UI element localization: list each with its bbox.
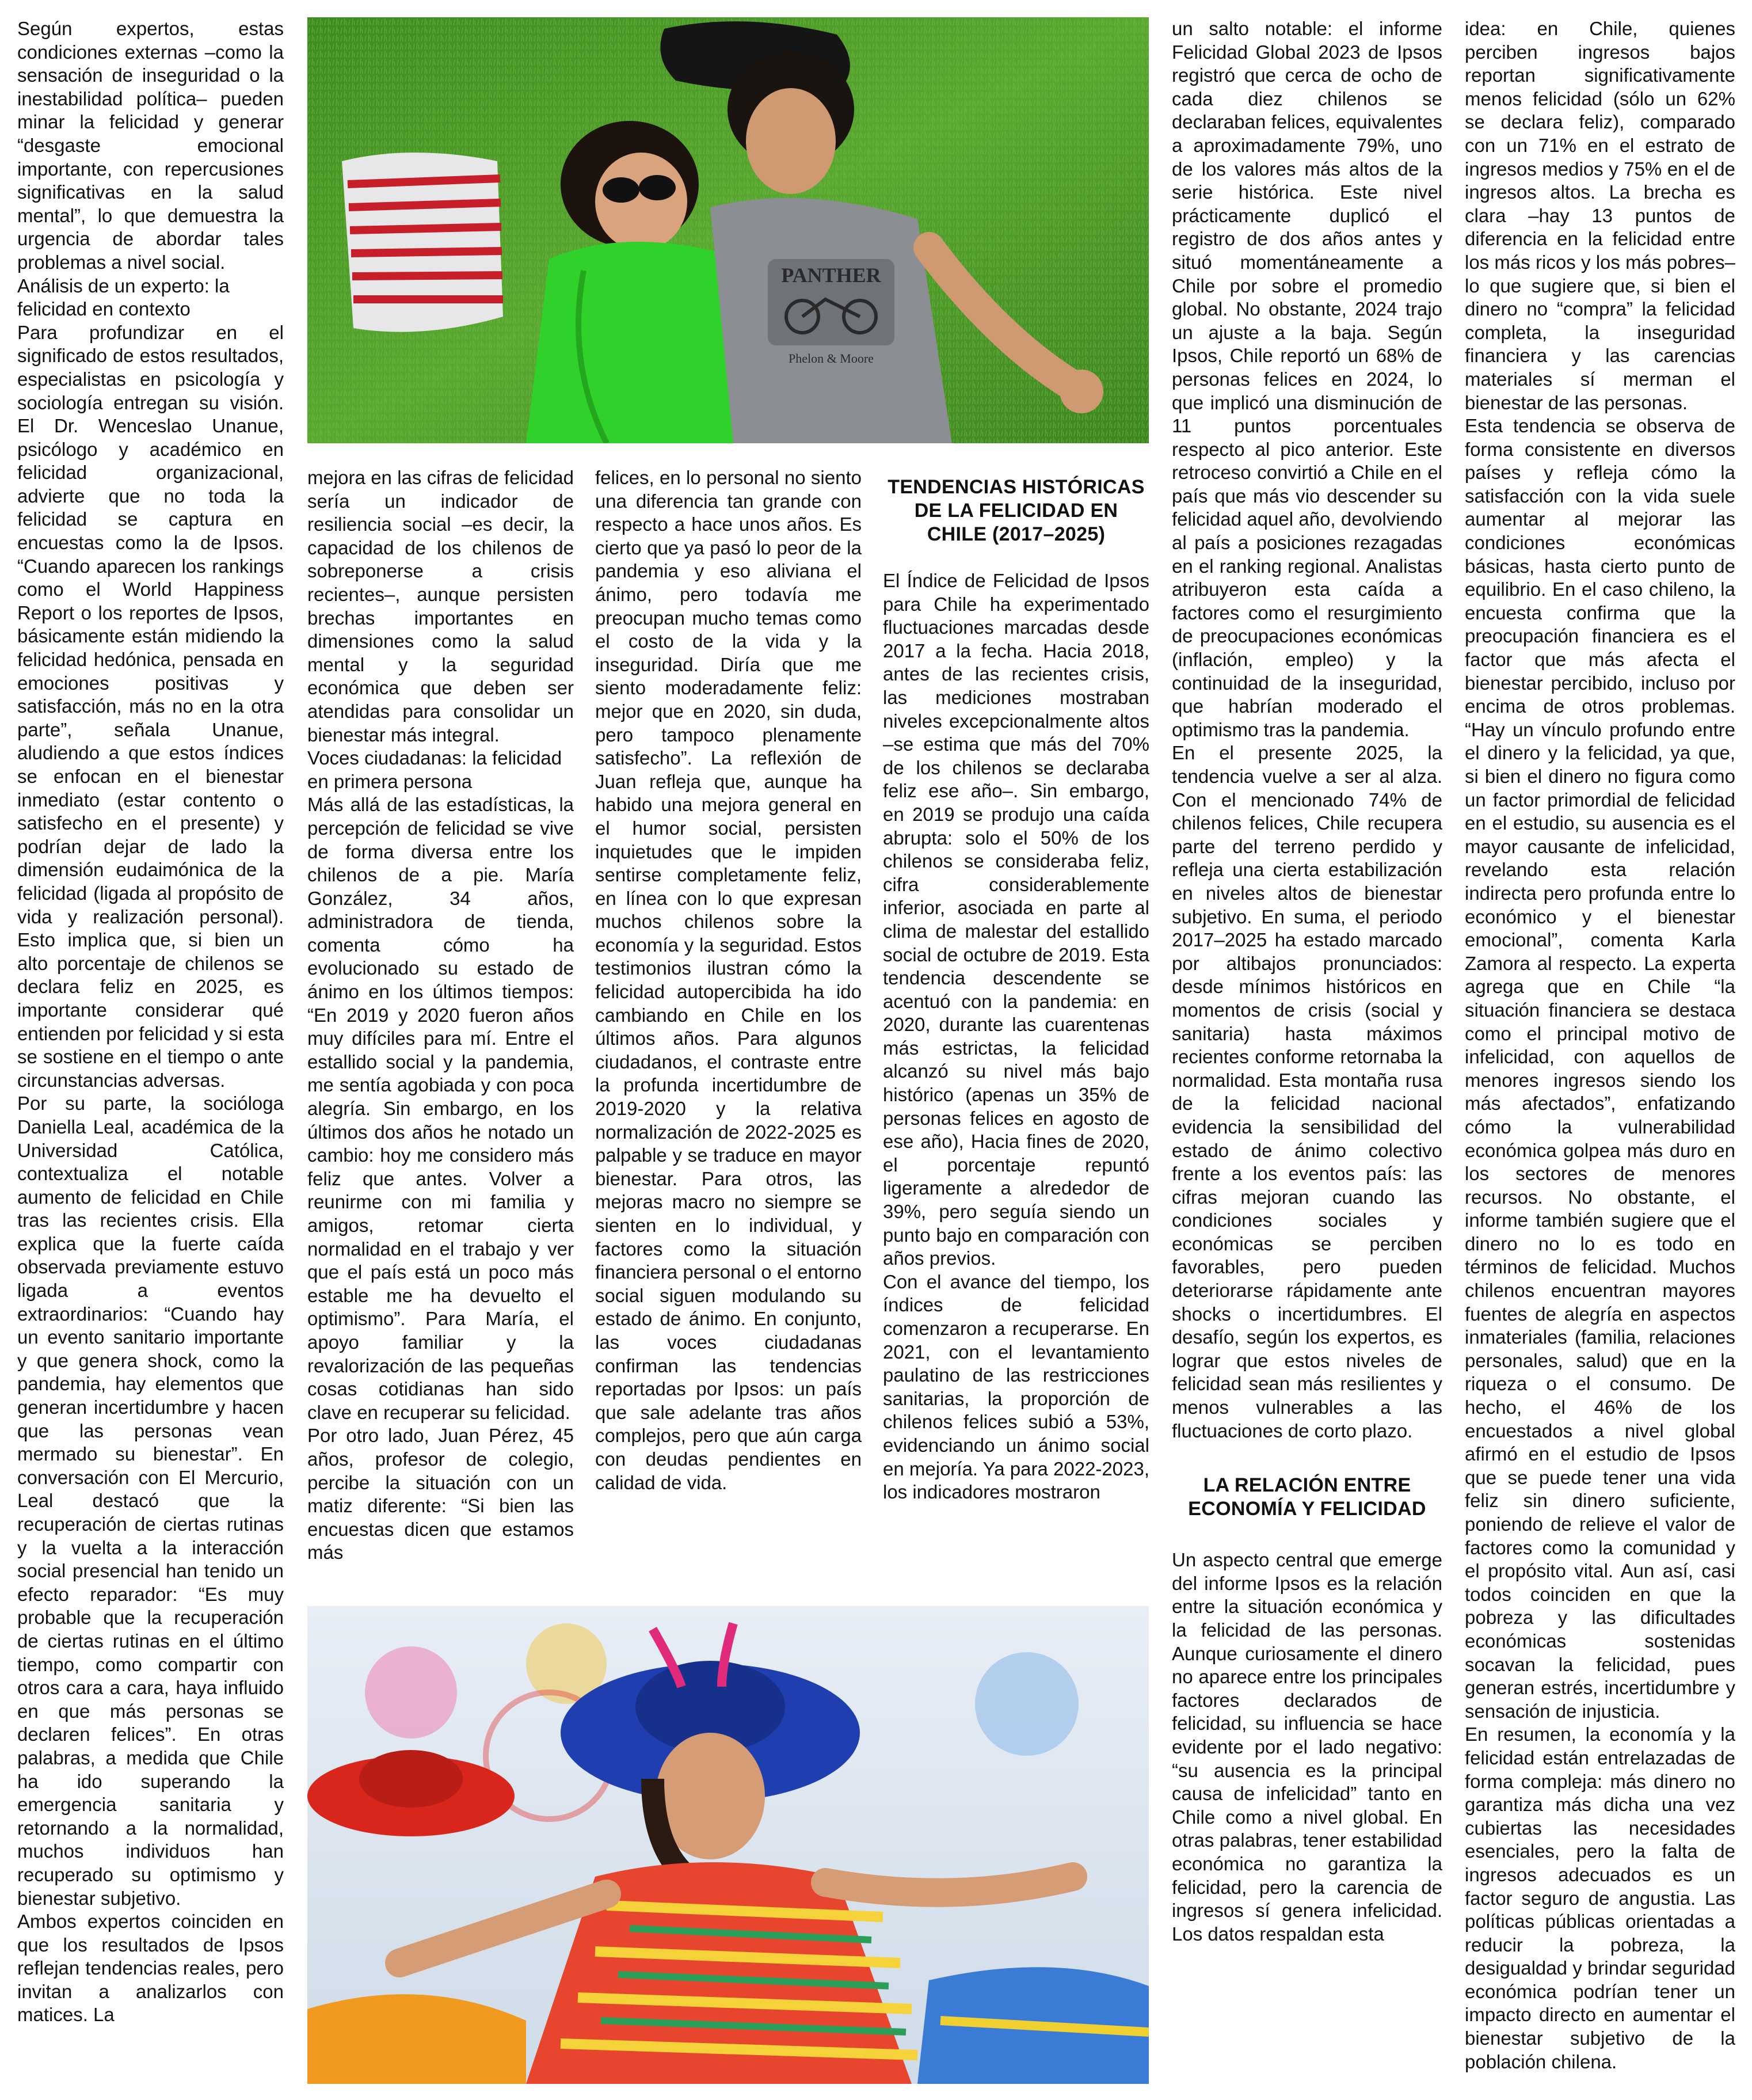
shirt-caption-text: Phelon & Moore xyxy=(789,351,874,366)
paragraph: Para profundizar en el significado de estos resultados, especialistas en psicología y sociología entregan su visión. El Dr. Wenceslao Unanue, psicólogo y académico en felicidad organizacional, advierte que no toda la felicidad se captura en encuestas como la de Ipsos. “Cuando aparecen los rankings como el World Happiness Report o los reportes de Ipsos, básicamente están midiendo la felicidad hedónica, pensada en emociones positivas y satisfacción, más no en la otra parte”, señala Unanue, aludiendo a que estos índices se enfocan en el bienestar inmediato (estar contento o satisfecho en el presente) y podrían dejar de lado la dimensión eudaimónica de la felicidad (ligada al propósito de vida y realización personal). Esto implica que, si bien un alto porcentaje de chilenos se declara feliz en 2025, es importante considerar qué entienden por felicidad y si esta se sostiene en el tiempo o ante circunstancias adversas. xyxy=(17,321,284,1091)
paragraph: Según expertos, estas condiciones externas –como la sensación de inseguridad o la inestabilidad política– pueden minar la felicidad y generar “desgaste emocional importante, con repercusiones significativas en la salud mental”, lo que demuestra la urgencia de abordar tales problemas a nivel social. xyxy=(17,18,284,273)
paragraph: El Índice de Felicidad de Ipsos para Chile ha experimentado fluctuaciones marcadas desde 2017 a la fecha. Hacia 2018, antes de las recientes crisis, las mediciones mostraban niveles excepcionalmente altos –se estima que más del 70% de los chilenos se declaraba feliz ese año–. Sin embargo, en 2019 se produjo una caída abrupta: solo el 50% de los chilenos se consideraba feliz, cifra considerablemente inferior, asociada en parte al clima de malestar del estallido social de octubre de 2019. Esta tendencia descendente se acentuó con la pandemia: en 2020, durante las cuarentenas más estrictas, la felicidad alcanzó su nivel más bajo histórico (apenas un 35% de personas felices en agosto de ese año), Hacia fines de 2020, el porcentaje repuntó ligeramente a alrededor de 39%, pero seguía siendo un punto bajo en comparación con años previos. xyxy=(883,570,1149,1269)
article-column-5 xyxy=(1172,17,1442,2087)
paragraph: felices, en lo personal no siento una diferencia tan grande con respecto a hace unos años. Es cierto que ya pasó lo peor de la pandemia y eso aliviana el ánimo, pero todavía me preocupan mucho temas como el costo de la vida y la inseguridad. Diría que me siento moderadamente feliz: mejor que en 2020, sin duda, pero tampoco plenamente satisfecho”. La reflexión de Juan refleja que, aunque ha habido una mejora general en el humor social, persisten inquietudes que le impiden sentirse completamente feliz, en línea con lo que expresan muchos chilenos sobre la economía y la seguridad. Estos testimonios ilustran cómo la felicidad autopercibida ha ido cambiando en Chile en los últimos años. Para algunos ciudadanos, el contraste entre la profunda incertidumbre de 2019-2020 y la relativa normalización de 2022-2025 es palpable y se traduce en mayor bienestar. Para otros, las mejoras macro no siempre se sienten en lo individual, y factores como la situación financiera personal o el entorno social siguen modulando su estado de ánimo. En conjunto, las voces ciudadanas confirman las tendencias reportadas por Ipsos: un país que sale adelante tras años complejos, pero que aún carga con deudas pendientes en calidad de vida. xyxy=(595,467,862,1493)
paragraph: mejora en las cifras de felicidad sería un indicador de resiliencia social –es decir, la capacidad de los chilenos de sobreponerse a crisis recientes–, aunque persisten brechas importantes en dimensiones como la salud mental y la seguridad económica que deben ser atendidas para consolidar un bienestar más integral. xyxy=(307,467,574,745)
article-column-3 xyxy=(595,466,862,1595)
paragraph: Un aspecto central que emerge del informe Ipsos es la relación entre la situación económica y la felicidad de las personas. Aunque curiosamente el dinero no aparece entre los principales factores declarados de felicidad, su influencia se hace evidente por el lado negativo: “su ausencia es la principal causa de infelicidad” tanto en Chile como a nivel global. En otras palabras, tener estabilidad económica no garantiza la felicidad, pero la carencia de ingresos sí genera infelicidad. Los datos respaldan esta xyxy=(1172,1549,1442,1945)
paragraph: Por su parte, la socióloga Daniella Leal, académica de la Universidad Católica, contextualiza el notable aumento de felicidad en Chile tras las recientes crisis. Ella explica que la fuerte caída observada previamente estuvo ligada a eventos extraordinarios: “Cuando hay un evento sanitario importante y que genera shock, como la pandemia, hay elementos que generan incertidumbre y hacen que las personas vean mermado su bienestar”. En conversación con El Mercurio, Leal destacó que la recuperación de ciertas rutinas y la vuelta a la interacción social presencial han tenido un efecto reparador: “Es muy probable que la recuperación de ciertas rutinas en el último tiempo, como compartir con otros cara a cara, haya influido en que más personas se declaren felices”. En otras palabras, a medida que Chile ha ido superando la emergencia sanitaria y retornando a la normalidad, muchos individuos han recuperado su optimismo y bienestar subjetivo. xyxy=(17,1093,284,1909)
paragraph: Ambos expertos coinciden en que los resultados de Ipsos reflejan tendencias reales, pero invitan a analizarlos con matices. La xyxy=(17,1911,284,2026)
article-column-4 xyxy=(883,475,1149,1598)
article-column-6 xyxy=(1465,17,1735,2087)
section-heading: TENDENCIAS HISTÓRICAS DE LA FELICIDAD EN CHILE (2017–2025) xyxy=(888,476,1145,545)
paragraph: Más allá de las estadísticas, la percepción de felicidad se vive de forma diversa entre los chilenos de a pie. María González, 34 años, administradora de tienda, comenta cómo ha evolucionado su estado de ánimo en los últimos tiempos: “En 2019 y 2020 fueron años muy difíciles para mí. Entre el estallido social y la pandemia, me sentía agobiada y con poca alegría. Sin embargo, en los últimos dos años he notado un cambio: hoy me considero más feliz que antes. Volver a reunirme con mi familia y amigos, retomar cierta normalidad en el trabajo y ver que el país está un poco más estable me ha devuelto el optimismo”. Para María, el apoyo familiar y la revalorización de las pequeñas cosas cotidianas han sido clave en recuperar su felicidad. xyxy=(307,794,574,1423)
paragraph: Por otro lado, Juan Pérez, 45 años, profesor de colegio, percibe la situación con un matiz diferente: “Si bien las encuestas dicen que estamos más xyxy=(307,1425,574,1563)
paragraph: Con el avance del tiempo, los índices de felicidad comenzaron a recuperarse. En 2021, con el levantamiento paulatino de las restricciones sanitarias, la proporción de chilenos felices subió a 53%, evidenciando un ánimo social en mejoría. Ya para 2022-2023, los indicadores mostraron xyxy=(883,1270,1149,1503)
article-column-1 xyxy=(17,17,284,2087)
paragraph: un salto notable: el informe Felicidad Global 2023 de Ipsos registró que cerca de ocho de cada diez chilenos se declaraban felices, equivalentes a aproximadamente 79%, uno de los valores más altos de la serie histórica. Este nivel prácticamente duplicó el registro de dos años antes y situó momentáneamente a Chile por sobre el promedio global. No obstante, 2024 trajo un ajuste a la baja. Según Ipsos, Chile reportó un 68% de personas felices en 2024, lo que implicó una disminución de 11 puntos porcentuales respecto al pico anterior. Este retroceso convirtió a Chile en el país que más vio descender su felicidad aquel año, devolviendo al país a posiciones rezagadas en el ranking regional. Analistas atribuyeron esta caída a factores como el resurgimiento de preocupaciones económicas (inflación, empleo) y la continuidad de la inseguridad, que habrían moderado el optimismo tras la pandemia. xyxy=(1172,18,1442,740)
paragraph: Esta tendencia se observa de forma consistente en diversos países y refleja cómo la satisfacción con la vida suele aumentar al mejorar las condiciones económicas básicas, hasta cierto punto de equilibrio. En el caso chileno, la encuesta confirma que la preocupación financiera es el factor que más afecta el bienestar percibido, incluso por encima de otros problemas. “Hay un vínculo profundo entre el dinero y la felicidad, ya que, si bien el dinero no figura como un factor primordial de felicidad en el estudio, su ausencia es el mayor causante de infelicidad, revelando esta relación indirecta pero profunda entre lo económico y el bienestar emocional”, comenta Karla Zamora al respecto. La experta agrega que en Chile “la situación financiera se destaca como el principal motivo de infelicidad, con aquellos de menores ingresos siendo los más afectados”, enfatizando cómo la vulnerabilidad económica golpea más duro en los sectores de menores recursos. No obstante, el informe también sugiere que el dinero no lo es todo en términos de felicidad. Muchos chilenos encuentran mayores fuentes de alegría en aspectos inmateriales (familia, relaciones personales, salud) que en la riqueza o el consumo. De hecho, el 46% de los encuestados a nivel global afirmó en el estudio de Ipsos que se puede tener una vida feliz sin dinero suficiente, poniendo de relieve el valor de factores como la comunidad y el propósito vital. Aun así, casi todos coinciden en que la pobreza y las dificultades económicas sostenidas socavan la felicidad, pues generan estrés, incertidumbre y sensación de injusticia. xyxy=(1465,415,1735,1722)
photo-folk-dancers xyxy=(307,1606,1149,2084)
paragraph: En resumen, la economía y la felicidad están entrelazadas de forma compleja: más dinero no garantiza más dicha una vez cubiertas las necesidades esenciales, pero la falta de ingresos adecuados es un factor seguro de angustia. Las políticas públicas orientadas a reducir la pobreza, la desigualdad y brindar seguridad económica podrían tener un impacto directo en aumentar el bienestar subjetivo de la población chilena. xyxy=(1465,1724,1735,2072)
shirt-print-text: PANTHER xyxy=(781,264,881,287)
subheading: Análisis de un experto: la felicidad en contexto xyxy=(17,275,230,320)
paragraph: En el presente 2025, la tendencia vuelve a ser al alza. Con el mencionado 74% de chilenos felices, Chile recupera parte del terreno perdido y refleja una cierta estabilización en niveles altos de bienestar subjetivo. En suma, el periodo 2017–2025 ha estado marcado por altibajos pronunciados: desde mínimos históricos en momentos de crisis (social y sanitaria) hasta máximos recientes conforme retornaba la normalidad. Esta montaña rusa de la felicidad nacional evidencia la sensibilidad del estado de ánimo colectivo frente a los eventos país: las cifras mejoran cuando las condiciones sociales y económicas se perciben favorables, pero pueden deteriorarse rápidamente ante shocks o incertidumbres. El desafío, según los expertos, es lograr que estos niveles de felicidad sean más resilientes y menos vulnerables a las fluctuaciones de corto plazo. xyxy=(1172,742,1442,1441)
subheading: Voces ciudadanas: la felicidad en primera persona xyxy=(307,747,562,792)
section-heading: LA RELACIÓN ENTRE ECONOMÍA Y FELICIDAD xyxy=(1188,1474,1426,1520)
photo-couple-on-grass xyxy=(307,17,1149,443)
article-column-2 xyxy=(307,466,574,1595)
paragraph: idea: en Chile, quienes perciben ingresos bajos reportan significativamente menos felicidad (sólo un 62% se declara feliz), comparado con un 71% en el estrato de ingresos medios y 75% en el de ingresos altos. La brecha es clara –hay 13 puntos de diferencia en la felicidad entre los más ricos y los más pobres– lo que sugiere que, si bien el dinero no “compra” la felicidad completa, la inseguridad financiera y las carencias materiales sí merman el bienestar de las personas. xyxy=(1465,18,1735,413)
